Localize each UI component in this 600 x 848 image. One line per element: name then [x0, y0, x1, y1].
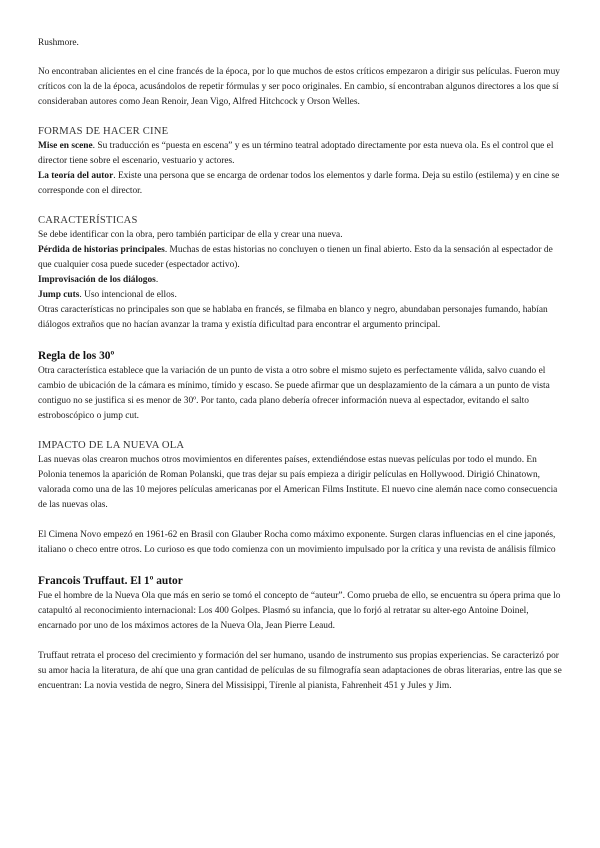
- improvisacion-dot: .: [155, 275, 159, 285]
- section-heading-impacto: IMPACTO DE LA NUEVA OLA: [38, 440, 185, 451]
- intro-paragraph: No encontraban alicientes en el cine francés de la época, por lo que muchos de estos críticos empezaron a dirigir sus películas. Fueron muy críticos con la de la época, acusándolos de repetir fórmulas y ser poco originales. En cambio, sí encontraban algunos directores a los que sí consideraban autores como Jean Renoir, Jean Vigo, Alfred Hitchcock y Orson Welles.: [38, 67, 560, 107]
- teoria-autor-text: . Existe una persona que se encarga de ordenar todos los elementos y darle forma. Deja su estilo (estilema) y en cine se corresponde con el director.: [38, 171, 560, 196]
- jump-cuts-term: Jump cuts: [38, 290, 80, 300]
- perdida-text: . Muchas de estas historias no concluyen o tienen un final abierto. Esto da la sensación al espectador de que cualquier cosa puede suceder (espectador activo).: [38, 245, 553, 270]
- perdida-paragraph: [38, 243, 566, 273]
- perdida-term: Pérdida de historias principales: [38, 245, 165, 255]
- mise-en-scene-term: Mise en scene: [38, 141, 93, 151]
- mise-en-scene-paragraph: [38, 139, 566, 169]
- section-heading-caracteristicas: CARACTERÍSTICAS: [38, 215, 138, 226]
- section-heading-truffaut: Francois Truffaut. El 1º autor: [38, 575, 183, 587]
- mise-en-scene-text: . Su traducción es “puesta en escena” y es un término teatral adoptado directamente por esta nueva ola. Es el control que el director tiene sobre el escenario, vestuario y actores.: [38, 141, 554, 166]
- caracteristicas-line: Se debe identificar con la obra, pero también participar de ella y crear una nueva.: [38, 230, 343, 240]
- intro-fragment: Rushmore.: [38, 38, 79, 48]
- teoria-autor-paragraph: [38, 169, 566, 199]
- truffaut-paragraph-2: Truffaut retrata el proceso del crecimiento y formación del ser humano, usando de instrumento sus propias experiencias. Se caracterizó por su amor hacia la literatura, de ahí que una gran cantidad de películas de su filmografía sean adaptaciones de obras literarias, entre las que se encuentran: La novia vestida de negro, Sinera del Missisippi, Tírenle al pianista, Fahrenheit 451 y Jules y Jim.: [38, 651, 562, 691]
- regla-paragraph: Otra característica establece que la variación de un punto de vista a otro sobre el mismo sujeto es perfectamente válida, salvo cuando el cambio de ubicación de la cámara es mínimo, tímido y escaso. Se puede afirmar que un desplazamiento de la cámara a un punto de vista contiguo no se justifica si es menor de 30º. Por tanto, cada plano debería ofrecer información nueva al espectador, evitando el salto estroboscópico o jump cut.: [38, 366, 550, 421]
- teoria-autor-term: La teoría del autor: [38, 171, 114, 181]
- impacto-paragraph-2: El Cimena Novo empezó en 1961-62 en Brasil con Glauber Rocha como máximo exponente. Surgen claras influencias en el cine japonés, italiano o checo entre otros. Lo curioso es que todo comienza con un movimiento impulsado por la crítica y una revista de análisis fílmico: [38, 530, 556, 555]
- document-page: [38, 36, 566, 694]
- improvisacion-term: Improvisación de los diálogos: [38, 275, 156, 285]
- jump-cuts-paragraph: [38, 288, 566, 303]
- otras-caracteristicas-paragraph: Otras características no principales son que se hablaba en francés, se filmaba en blanco y negro, abundaban personajes fumando, habían diálogos extraños que no hacían avanzar la trama y existía dificultad para encontrar el argumento principal.: [38, 305, 548, 330]
- section-heading-regla: Regla de los 30º: [38, 350, 115, 362]
- impacto-paragraph-1: Las nuevas olas crearon muchos otros movimientos en diferentes países, extendiéndose estas nuevas películas por todo el mundo. En Polonia tenemos la aparición de Roman Polanski, que tras dejar su país empieza a dirigir películas en Hollywood. Dirigió Chinatown, valorada como una de las 10 mejores películas americanas por el American Films Institute. El nuevo cine alemán nace como consecuencia de las nuevas olas.: [38, 455, 558, 510]
- improvisacion-paragraph: [38, 273, 566, 288]
- truffaut-paragraph-1: Fue el hombre de la Nueva Ola que más en serio se tomó el concepto de “auteur”. Como prueba de ello, se encuentra su ópera prima que lo catapultó al reconocimiento internacional: Los 400 Golpes. Plasmó su infancia, que lo forjó al retratar su alter-ego Antoine Doinel, encarnado por uno de los máximos actores de la Nueva Ola, Jean Pierre Leaud.: [38, 591, 561, 631]
- jump-cuts-text: . Uso intencional de ellos.: [79, 290, 177, 300]
- section-heading-formas: FORMAS DE HACER CINE: [38, 126, 169, 137]
